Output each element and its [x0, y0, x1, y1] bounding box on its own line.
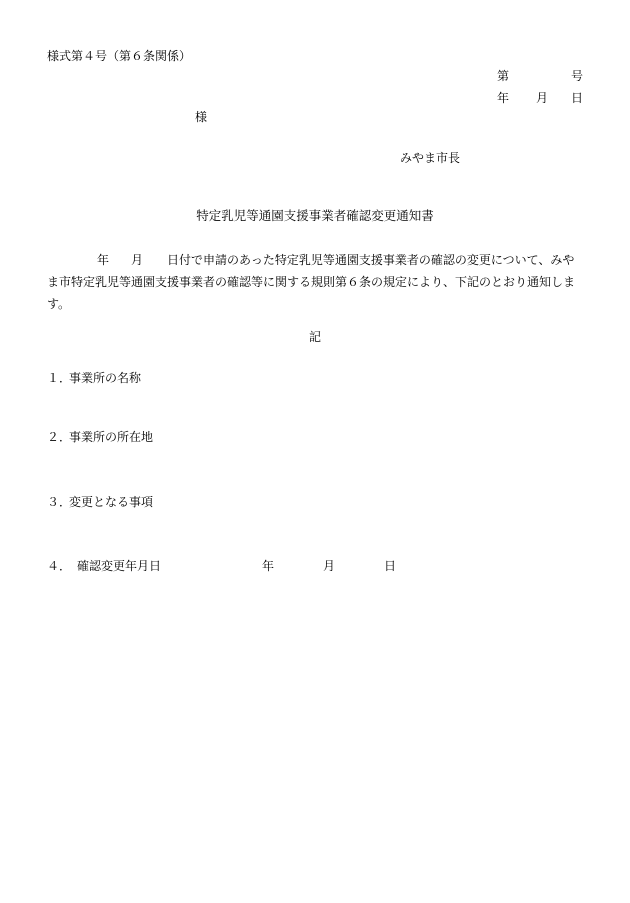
body-line-1 [47, 249, 587, 271]
change-date-month-label: 月 [323, 559, 336, 573]
body-month-label: 月 [131, 253, 144, 267]
change-date-year-label: 年 [262, 559, 275, 573]
body-line-3: す。 [47, 297, 71, 311]
notification-body [47, 249, 587, 315]
list-item-change-date [47, 560, 161, 572]
issue-date-year-label: 年 [497, 91, 510, 105]
item-number: １． [47, 371, 72, 385]
document-number-suffix: 号 [571, 69, 584, 83]
item-number: ３． [47, 495, 72, 509]
ki-heading: 記 [308, 330, 321, 344]
item-label: 事業所の名称 [69, 371, 142, 385]
document-number-prefix: 第 [497, 69, 510, 83]
issue-date-day-label: 日 [571, 91, 584, 105]
addressee-honorific: 様 [195, 110, 208, 124]
item-number: ４． [47, 559, 72, 573]
body-year-label: 年 [97, 253, 110, 267]
issue-date-month-label: 月 [536, 91, 549, 105]
document-title: 特定乳児等通園支援事業者確認変更通知書 [196, 208, 434, 223]
item-number: ２． [47, 430, 72, 444]
item-label: 確認変更年月日 [77, 559, 162, 573]
list-item-facility-name [47, 372, 141, 384]
list-item-facility-address [47, 431, 153, 443]
change-date-day-label: 日 [384, 559, 397, 573]
item-label: 事業所の所在地 [69, 430, 154, 444]
body-line-2: ま市特定乳児等通園支援事業者の確認等に関する規則第６条の規定により、下記のとおり通知しま [47, 275, 576, 289]
issuer-name: みやま市長 [400, 151, 461, 165]
list-item-changed-matters [47, 496, 153, 508]
body-line-1-text: 日付で申請のあった特定乳児等通園支援事業者の確認の変更について、みや [167, 253, 575, 267]
item-label: 変更となる事項 [69, 495, 154, 509]
form-number: 様式第４号（第６条関係） [47, 49, 192, 63]
